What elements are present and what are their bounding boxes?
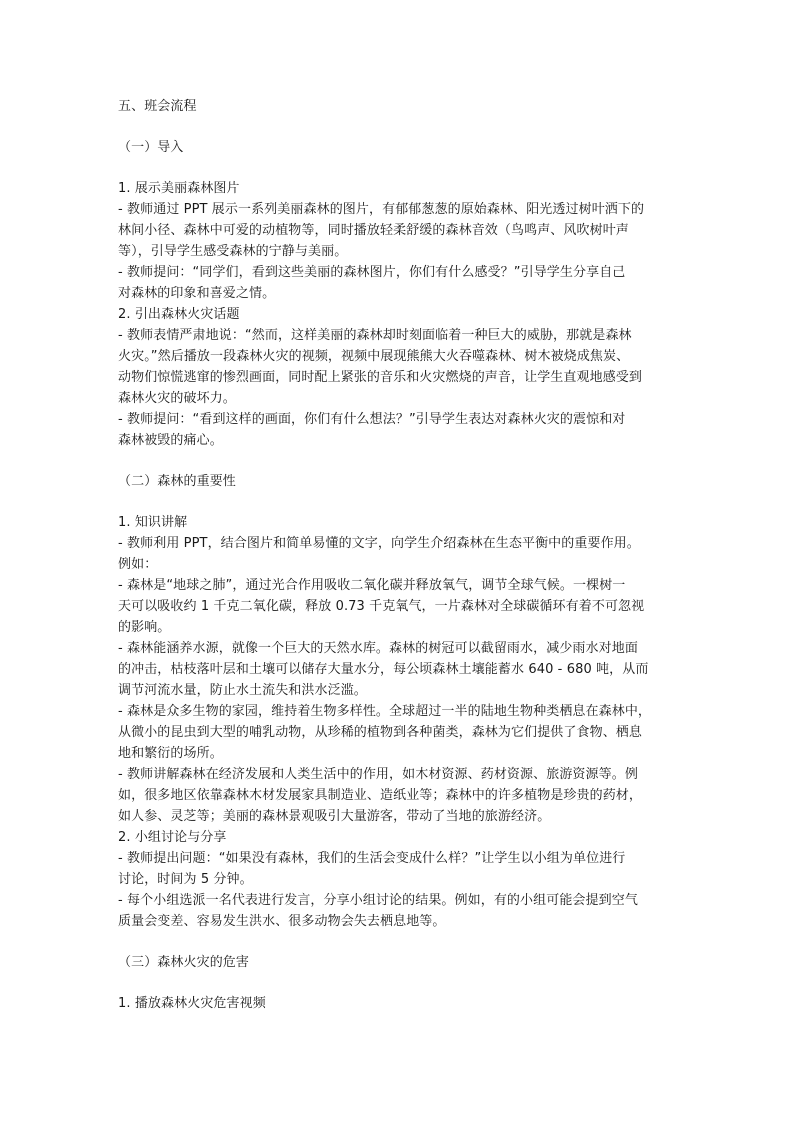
paragraph-line: 火灾。”然后播放一段森林火灾的视频，视频中展现熊熊大火吞噬森林、树木被烧成焦炭、 — [118, 349, 630, 364]
paragraph-line: 例如： — [118, 557, 158, 572]
paragraph-line: - 教师提问：“看到这样的画面，你们有什么想法？”引导学生表达对森林火灾的震惊和对 — [118, 412, 626, 427]
paragraph-line: - 教师讲解森林在经济发展和人类生活中的作用，如木材资源、药材资源、旅游资源等。例 — [118, 767, 638, 782]
paragraph-line: - 教师表情严肃地说：“然而，这样美丽的森林却时刻面临着一种巨大的威胁，那就是森林 — [118, 328, 632, 343]
part3-subsection1-title: 1. 播放森林火灾危害视频 — [118, 996, 266, 1011]
paragraph-line: 从微小的昆虫到大型的哺乳动物，从珍稀的植物到各种菌类，森林为它们提供了食物、栖息 — [118, 725, 643, 740]
paragraph-line: 讨论，时间为 5 分钟。 — [118, 872, 253, 887]
document-page — [118, 96, 680, 1014]
part2-subsection1-title: 1. 知识讲解 — [118, 515, 188, 530]
section-title: 五、班会流程 — [118, 99, 197, 114]
part1-subsection1-title: 1. 展示美丽森林图片 — [118, 181, 240, 196]
paragraph-line: 的冲击，枯枝落叶层和土壤可以储存大量水分，每公顷森林土壤能蓄水 640 - 680 吨，从而 — [118, 662, 649, 677]
paragraph-line: 动物们惊慌逃窜的惨烈画面，同时配上紧张的音乐和火灾燃烧的声音，让学生直观地感受到 — [118, 370, 643, 385]
paragraph-line: 对森林的印象和喜爱之情。 — [118, 286, 276, 301]
paragraph-line: - 教师利用 PPT，结合图片和简单易懂的文字，向学生介绍森林在生态平衡中的重要作用。 — [118, 536, 640, 551]
paragraph-line: - 教师通过 PPT 展示一系列美丽森林的图片，有郁郁葱葱的原始森林、阳光透过树叶洒下的 — [118, 202, 645, 217]
paragraph-line: - 教师提问：“同学们，看到这些美丽的森林图片，你们有什么感受？”引导学生分享自己 — [118, 265, 626, 280]
part1-heading: （一）导入 — [118, 140, 184, 155]
paragraph-line: - 森林是“地球之肺”，通过光合作用吸收二氧化碳并释放氧气，调节全球气候。一棵树一 — [118, 578, 626, 593]
paragraph-line: 林间小径、森林中可爱的动植物等，同时播放轻柔舒缓的森林音效（鸟鸣声、风吹树叶声 — [118, 223, 629, 238]
paragraph-line: - 森林能涵养水源，就像一个巨大的天然水库。森林的树冠可以截留雨水，减少雨水对地面 — [118, 641, 638, 656]
paragraph-line: 森林被毁的痛心。 — [118, 433, 223, 448]
part2-heading: （二）森林的重要性 — [118, 474, 236, 489]
paragraph-line: 如人参、灵芝等；美丽的森林景观吸引大量游客，带动了当地的旅游经济。 — [118, 809, 551, 824]
paragraph-line: 天可以吸收约 1 千克二氧化碳，释放 0.73 千克氧气，一片森林对全球碳循环有着不可忽视 — [118, 599, 645, 614]
paragraph-line: 等），引导学生感受森林的宁静与美丽。 — [118, 244, 348, 259]
paragraph-line: - 每个小组选派一名代表进行发言，分享小组讨论的结果。例如，有的小组可能会提到空气 — [118, 893, 638, 908]
paragraph-line: - 教师提出问题：“如果没有森林，我们的生活会变成什么样？”让学生以小组为单位进行 — [118, 851, 626, 866]
part2-subsection2-title: 2. 小组讨论与分享 — [118, 830, 227, 845]
paragraph-line: 调节河流水量，防止水土流失和洪水泛滥。 — [118, 683, 367, 698]
part3-heading: （三）森林火灾的危害 — [118, 955, 250, 970]
part1-subsection2-title: 2. 引出森林火灾话题 — [118, 307, 240, 322]
paragraph-line: 地和繁衍的场所。 — [118, 746, 223, 761]
paragraph-line: - 森林是众多生物的家园，维持着生物多样性。全球超过一半的陆地生物种类栖息在森林中， — [118, 704, 652, 719]
paragraph-line: 森林火灾的破坏力。 — [118, 391, 236, 406]
paragraph-line: 如，很多地区依靠森林木材发展家具制造业、造纸业等；森林中的许多植物是珍贵的药材， — [118, 788, 643, 803]
paragraph-line: 的影响。 — [118, 620, 171, 635]
paragraph-line: 质量会变差、容易发生洪水、很多动物会失去栖息地等。 — [118, 914, 446, 929]
